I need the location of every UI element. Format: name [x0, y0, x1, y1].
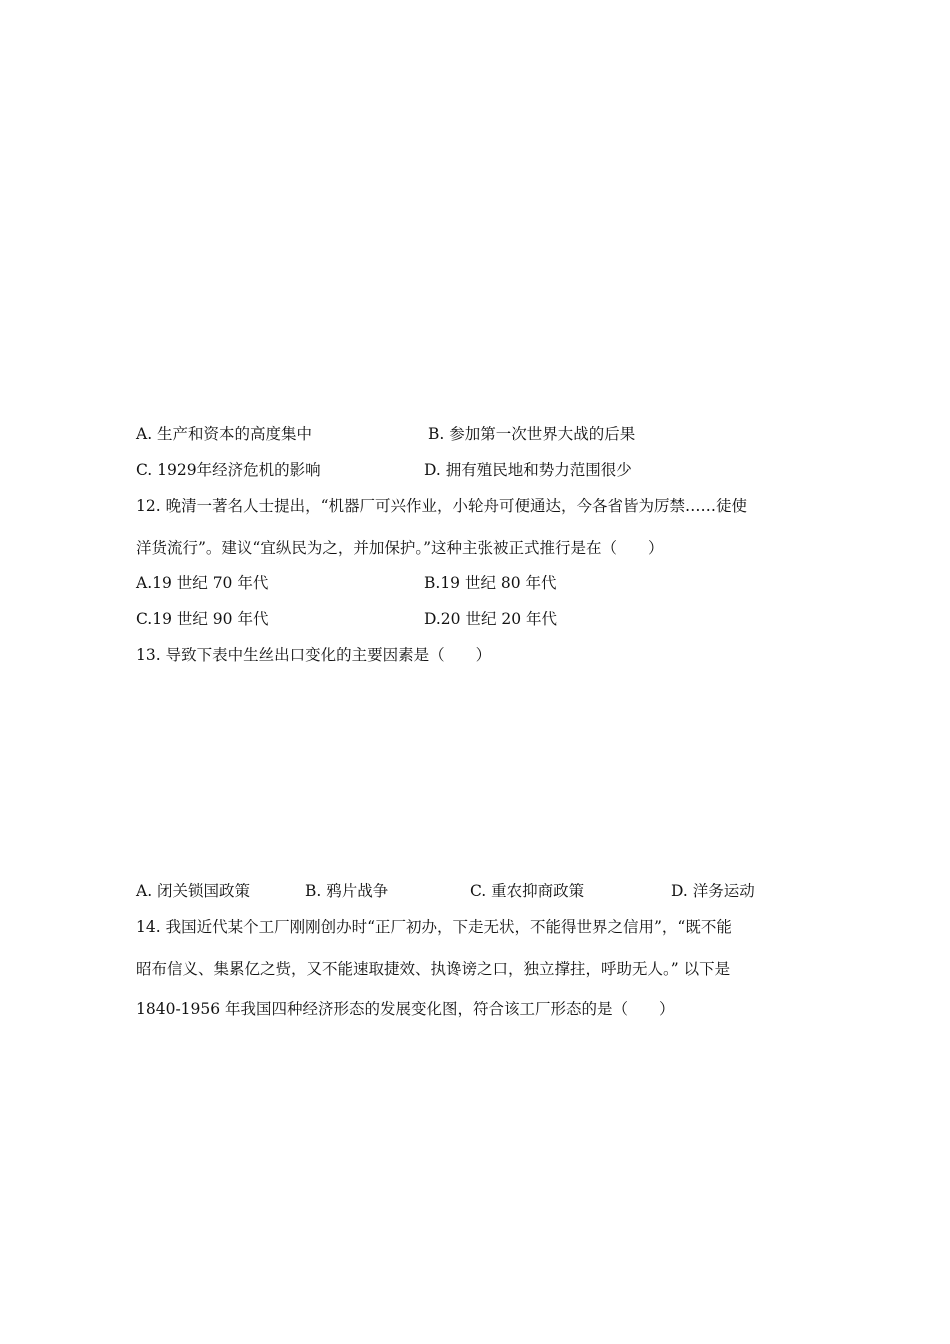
q11-option-d: D. 拥有殖民地和势力范围很少 — [424, 461, 632, 479]
q14-stem-line-1: 14. 我国近代某个工厂刚刚创办时“正厂初办，下走无状，不能得世界之信用”，“既不能 — [136, 918, 732, 936]
q12-option-b: B.19 世纪 80 年代 — [424, 574, 557, 592]
q12-option-d: D.20 世纪 20 年代 — [424, 610, 558, 628]
q13-option-b: B. 鸦片战争 — [305, 882, 389, 900]
q13-option-a: A. 闭关锁国政策 — [136, 882, 251, 900]
q13-option-d: D. 洋务运动 — [671, 882, 755, 900]
q13-stem: 13. 导致下表中生丝出口变化的主要因素是（ ） — [136, 646, 492, 664]
q12-option-c: C.19 世纪 90 年代 — [136, 610, 269, 628]
q12-stem-line-1: 12. 晚清一著名人士提出，“机器厂可兴作业，小轮舟可便通达，今各省皆为厉禁……徒使 — [136, 497, 748, 515]
q13-option-c: C. 重农抑商政策 — [470, 882, 585, 900]
q11-option-b: B. 参加第一次世界大战的后果 — [428, 425, 636, 443]
q12-option-a: A.19 世纪 70 年代 — [136, 574, 269, 592]
q14-stem-line-3: 1840-1956 年我国四种经济形态的发展变化图，符合该工厂形态的是（ ） — [136, 1000, 675, 1018]
q14-stem-line-2: 昭布信义、集累亿之赀，又不能速取捷效、执谗谤之口，独立撑拄，呼助无人。” 以下是 — [136, 960, 731, 978]
q12-stem-line-2: 洋货流行”。建议“宜纵民为之，并加保护。”这种主张被正式推行是在（ ） — [136, 539, 664, 557]
q11-option-a: A. 生产和资本的高度集中 — [136, 425, 313, 443]
q11-option-c: C. 1929年经济危机的影响 — [136, 461, 321, 479]
